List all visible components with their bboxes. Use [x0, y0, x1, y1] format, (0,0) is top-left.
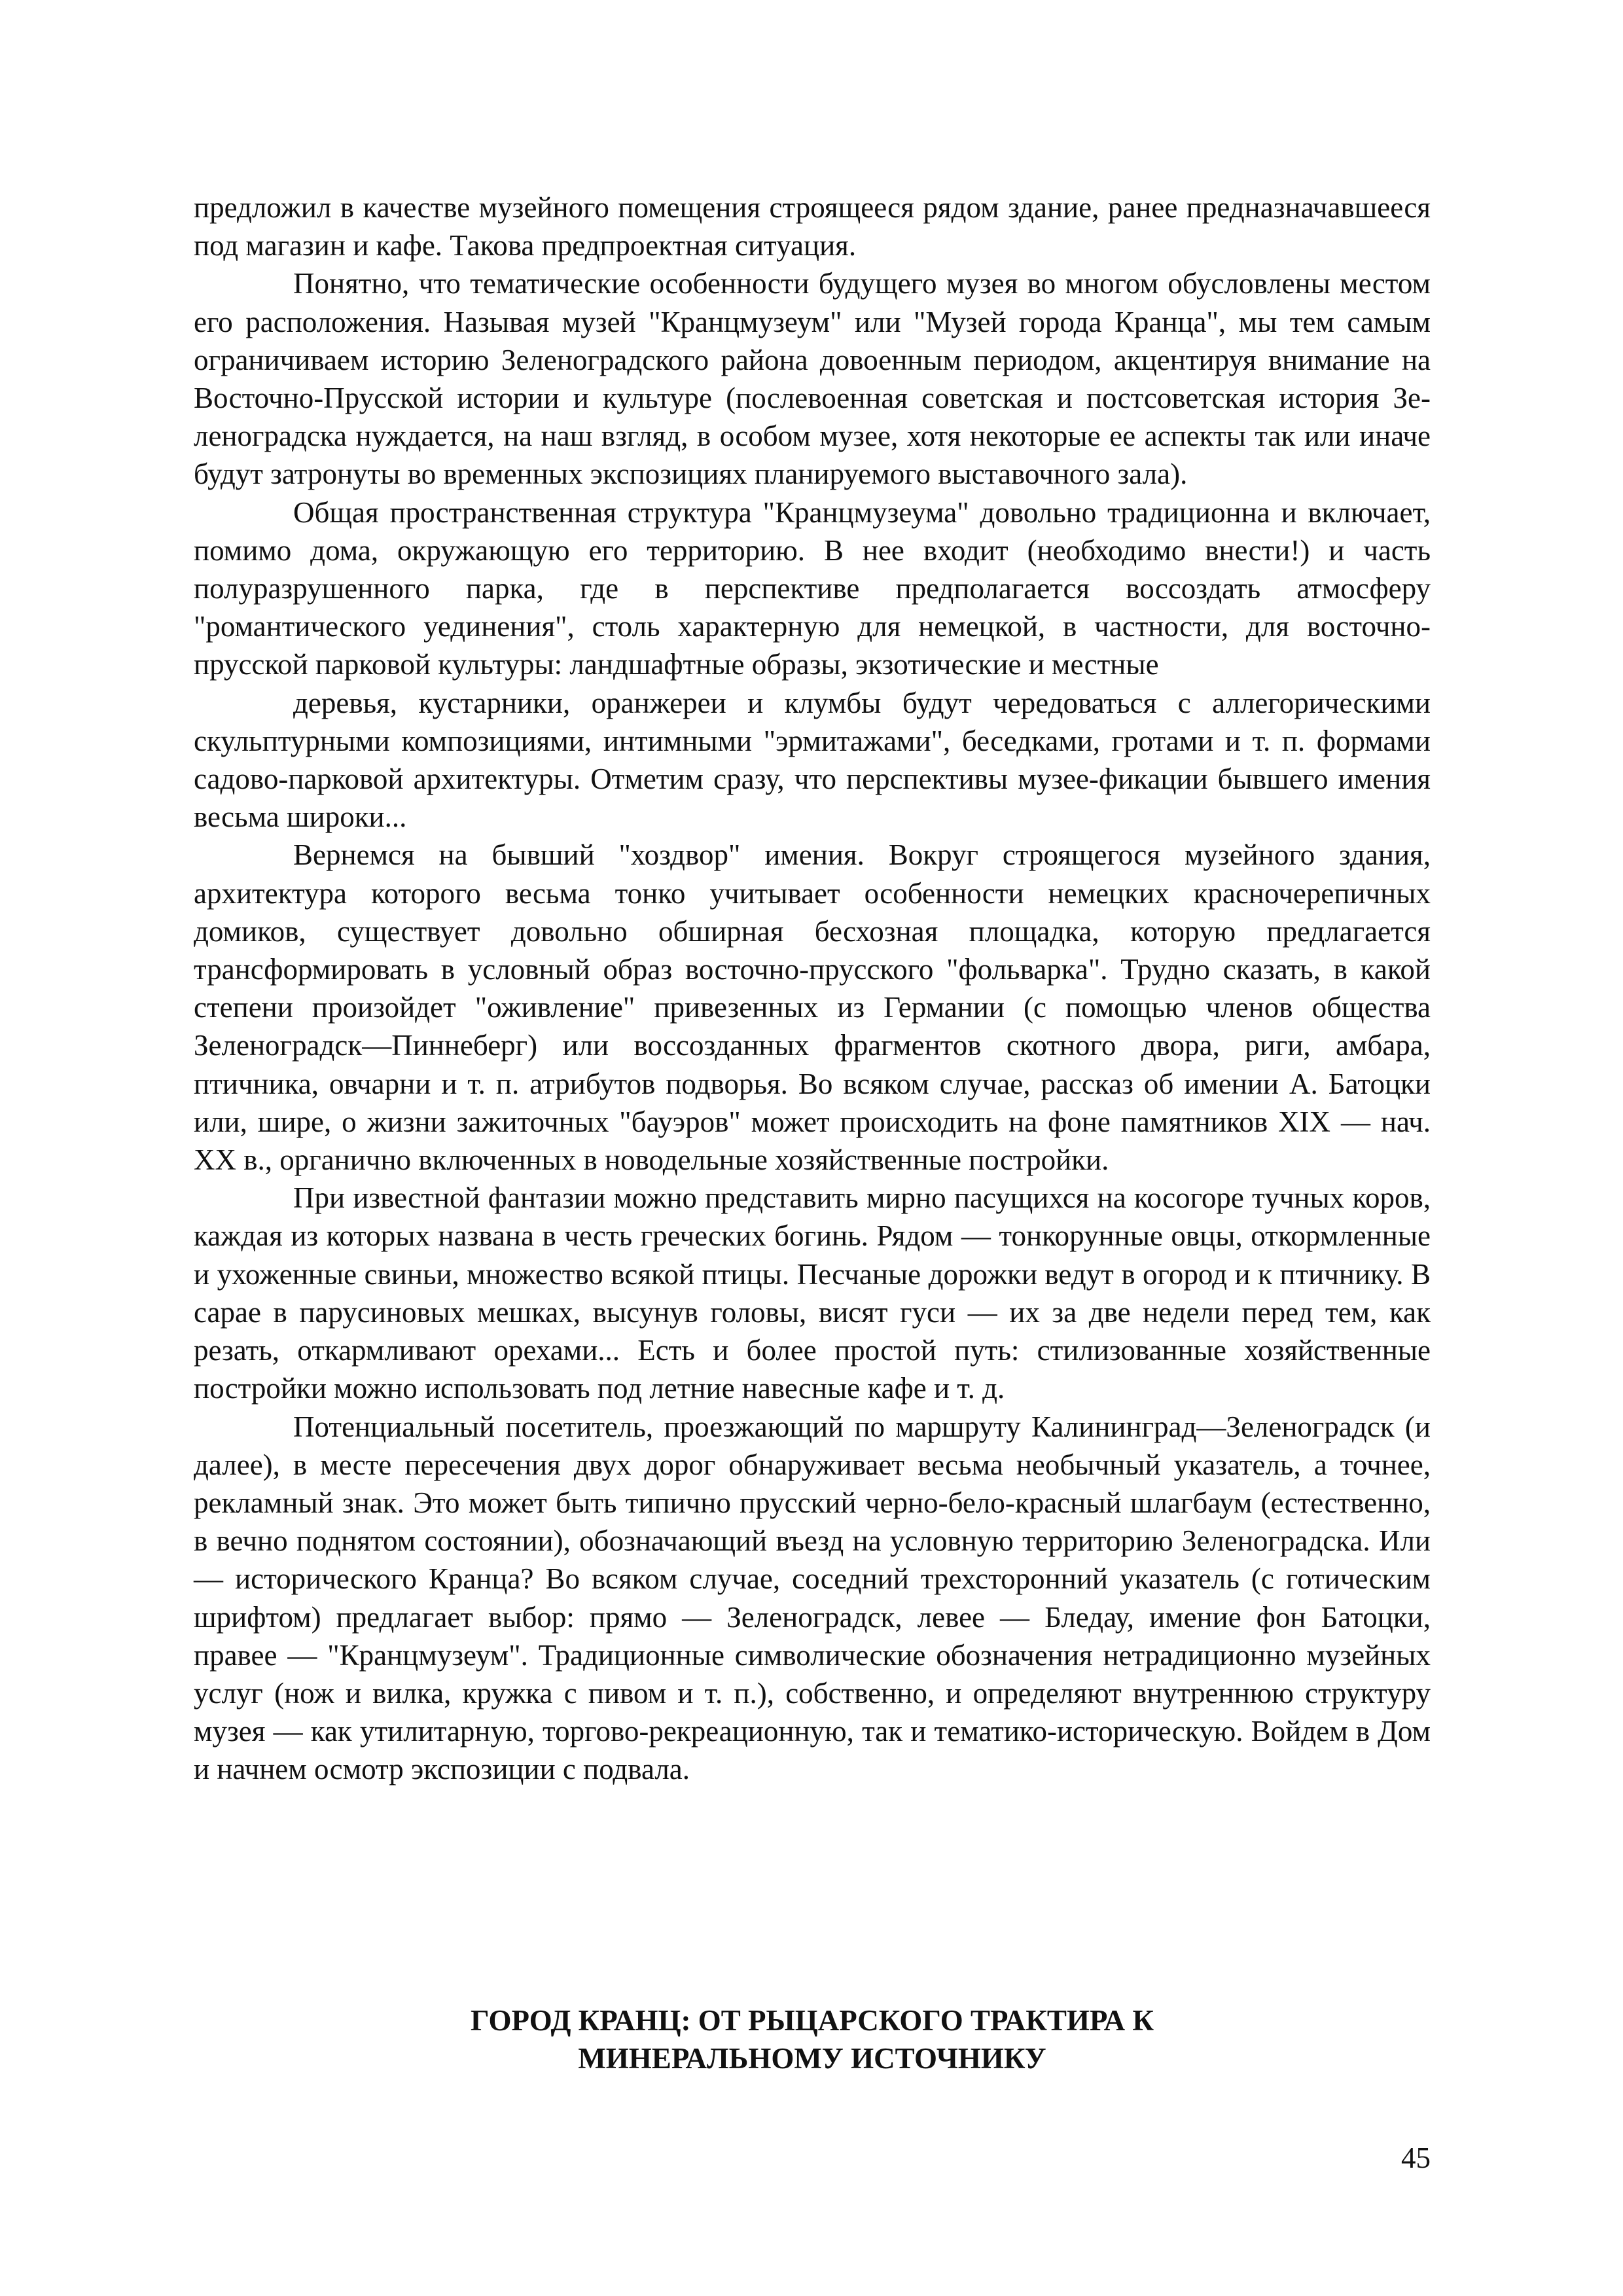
section-heading-line-1: ГОРОД КРАНЦ: ОТ РЫЦАРСКОГО ТРАКТИРА К — [470, 2004, 1154, 2037]
paragraph-1: предложил в качестве музейного помещения строящееся рядом здание, ранее предназначавшееся под магазин и кафе. Такова предпроектная ситуация. — [194, 191, 1431, 262]
paragraph-5: Вернемся на бывший "хоздвор" имения. Вокруг строящегося музейного здания, архитектура которого весьма тонко учитывает особенности немецких красночерепичных домиков, существует довольно обширная бесхозная площадка, которую предлагается трансформировать в условный образ восточно-прусского "фольварка". Трудно сказать, в какой степени произойдет "оживление" привезенных из Германии (с помощью членов общества Зеленоградск—Пиннеберг) или воссозданных фрагментов скотного двора, риги, амбара, птичника, овчарни и т. п. атрибутов подворья. Во всяком случае, рассказ об имении А. Батоцки или, шире, о жизни зажиточных "бауэров" может происходить на фоне памятников XIX — нач. XX в., органично включенных в новодельные хозяйственные постройки. — [194, 838, 1431, 1177]
paragraph-3: Общая пространственная структура "Кранцмузеума" довольно традиционна и включает, помимо дома, окружающую его территорию. В нее входит (необходимо внести!) и часть полуразрушенного парка, где в перспективе предполагается воссоздать атмосферу "романтического уединения", столь характерную для немецкой, в частности, для восточно-прусской парковой культуры: ландшафтные образы, экзотические и местные — [194, 495, 1431, 681]
page-number: 45 — [1401, 2142, 1431, 2174]
paragraph-7: Потенциальный посетитель, проезжающий по маршруту Калининград—Зеленоградск (и далее), в месте пересечения двух дорог обнаруживает весьма необычный указатель, а точнее, рекламный знак. Это может быть типично прусский черно-бело-красный шлагбаум (естественно, в вечно поднятом состоянии), обозначающий въезд на условную территорию Зеленоградска. Или — исторического Кранца? Во всяком случае, соседний трехсторонний указатель (с готическим шрифтом) предлагает выбор: прямо — Зеленоградск, левее — Бледау, имение фон Батоцки, правее — "Кранцмузеум". Традиционные символические обозначения нетрадиционно музейных услуг (нож и вилка, кружка с пивом и т. п.), собственно, и определяют внутреннюю структуру музея — как утилитарную, торгово-рекреационную, так и тематико-историческую. Войдем в Дом и начнем осмотр экспозиции с подвала. — [194, 1410, 1431, 1786]
section-heading-line-2: МИНЕРАЛЬНОМУ ИСТОЧНИКУ — [578, 2042, 1046, 2075]
section-heading — [194, 2001, 1431, 2077]
paragraph-6: При известной фантазии можно представить мирно пасущихся на косогоре тучных коров, каждая из которых названа в честь греческих богинь. Рядом — тонкорунные овцы, откормленные и ухоженные свиньи, множество всякой птицы. Песчаные дорожки ведут в огород и к птичнику. В сарае в парусиновых мешках, высунув головы, висят гуси — их за две недели перед тем, как резать, откармливают орехами... Есть и более простой путь: стилизованные хозяйственные постройки можно использовать под летние навесные кафе и т. д. — [194, 1181, 1431, 1405]
paragraph-2: Понятно, что тематические особенности будущего музея во многом обусловлены местом его расположения. Называя музей "Кранцмузеум" или "Музей города Кранца", мы тем самым ограничиваем историю Зеленоградского района довоенным периодом, акцентируя внимание на Восточно-Прусской истории и культуре (послевоенная советская и постсоветская история Зе-леноградска нуждается, на наш взгляд, в особом музее, хотя некоторые ее аспекты так или иначе будут затронуты во временных экспозициях планируемого выставочного зала). — [194, 267, 1431, 491]
body-text — [194, 188, 1431, 1789]
paragraph-4: деревья, кустарники, оранжереи и клумбы будут чередоваться с аллегорическими скульптурными композициями, интимными "эрмитажами", беседками, гротами и т. п. формами садово-парковой архитектуры. Отметим сразу, что перспективы музее-фикации бывшего имения весьма широки... — [194, 686, 1431, 834]
